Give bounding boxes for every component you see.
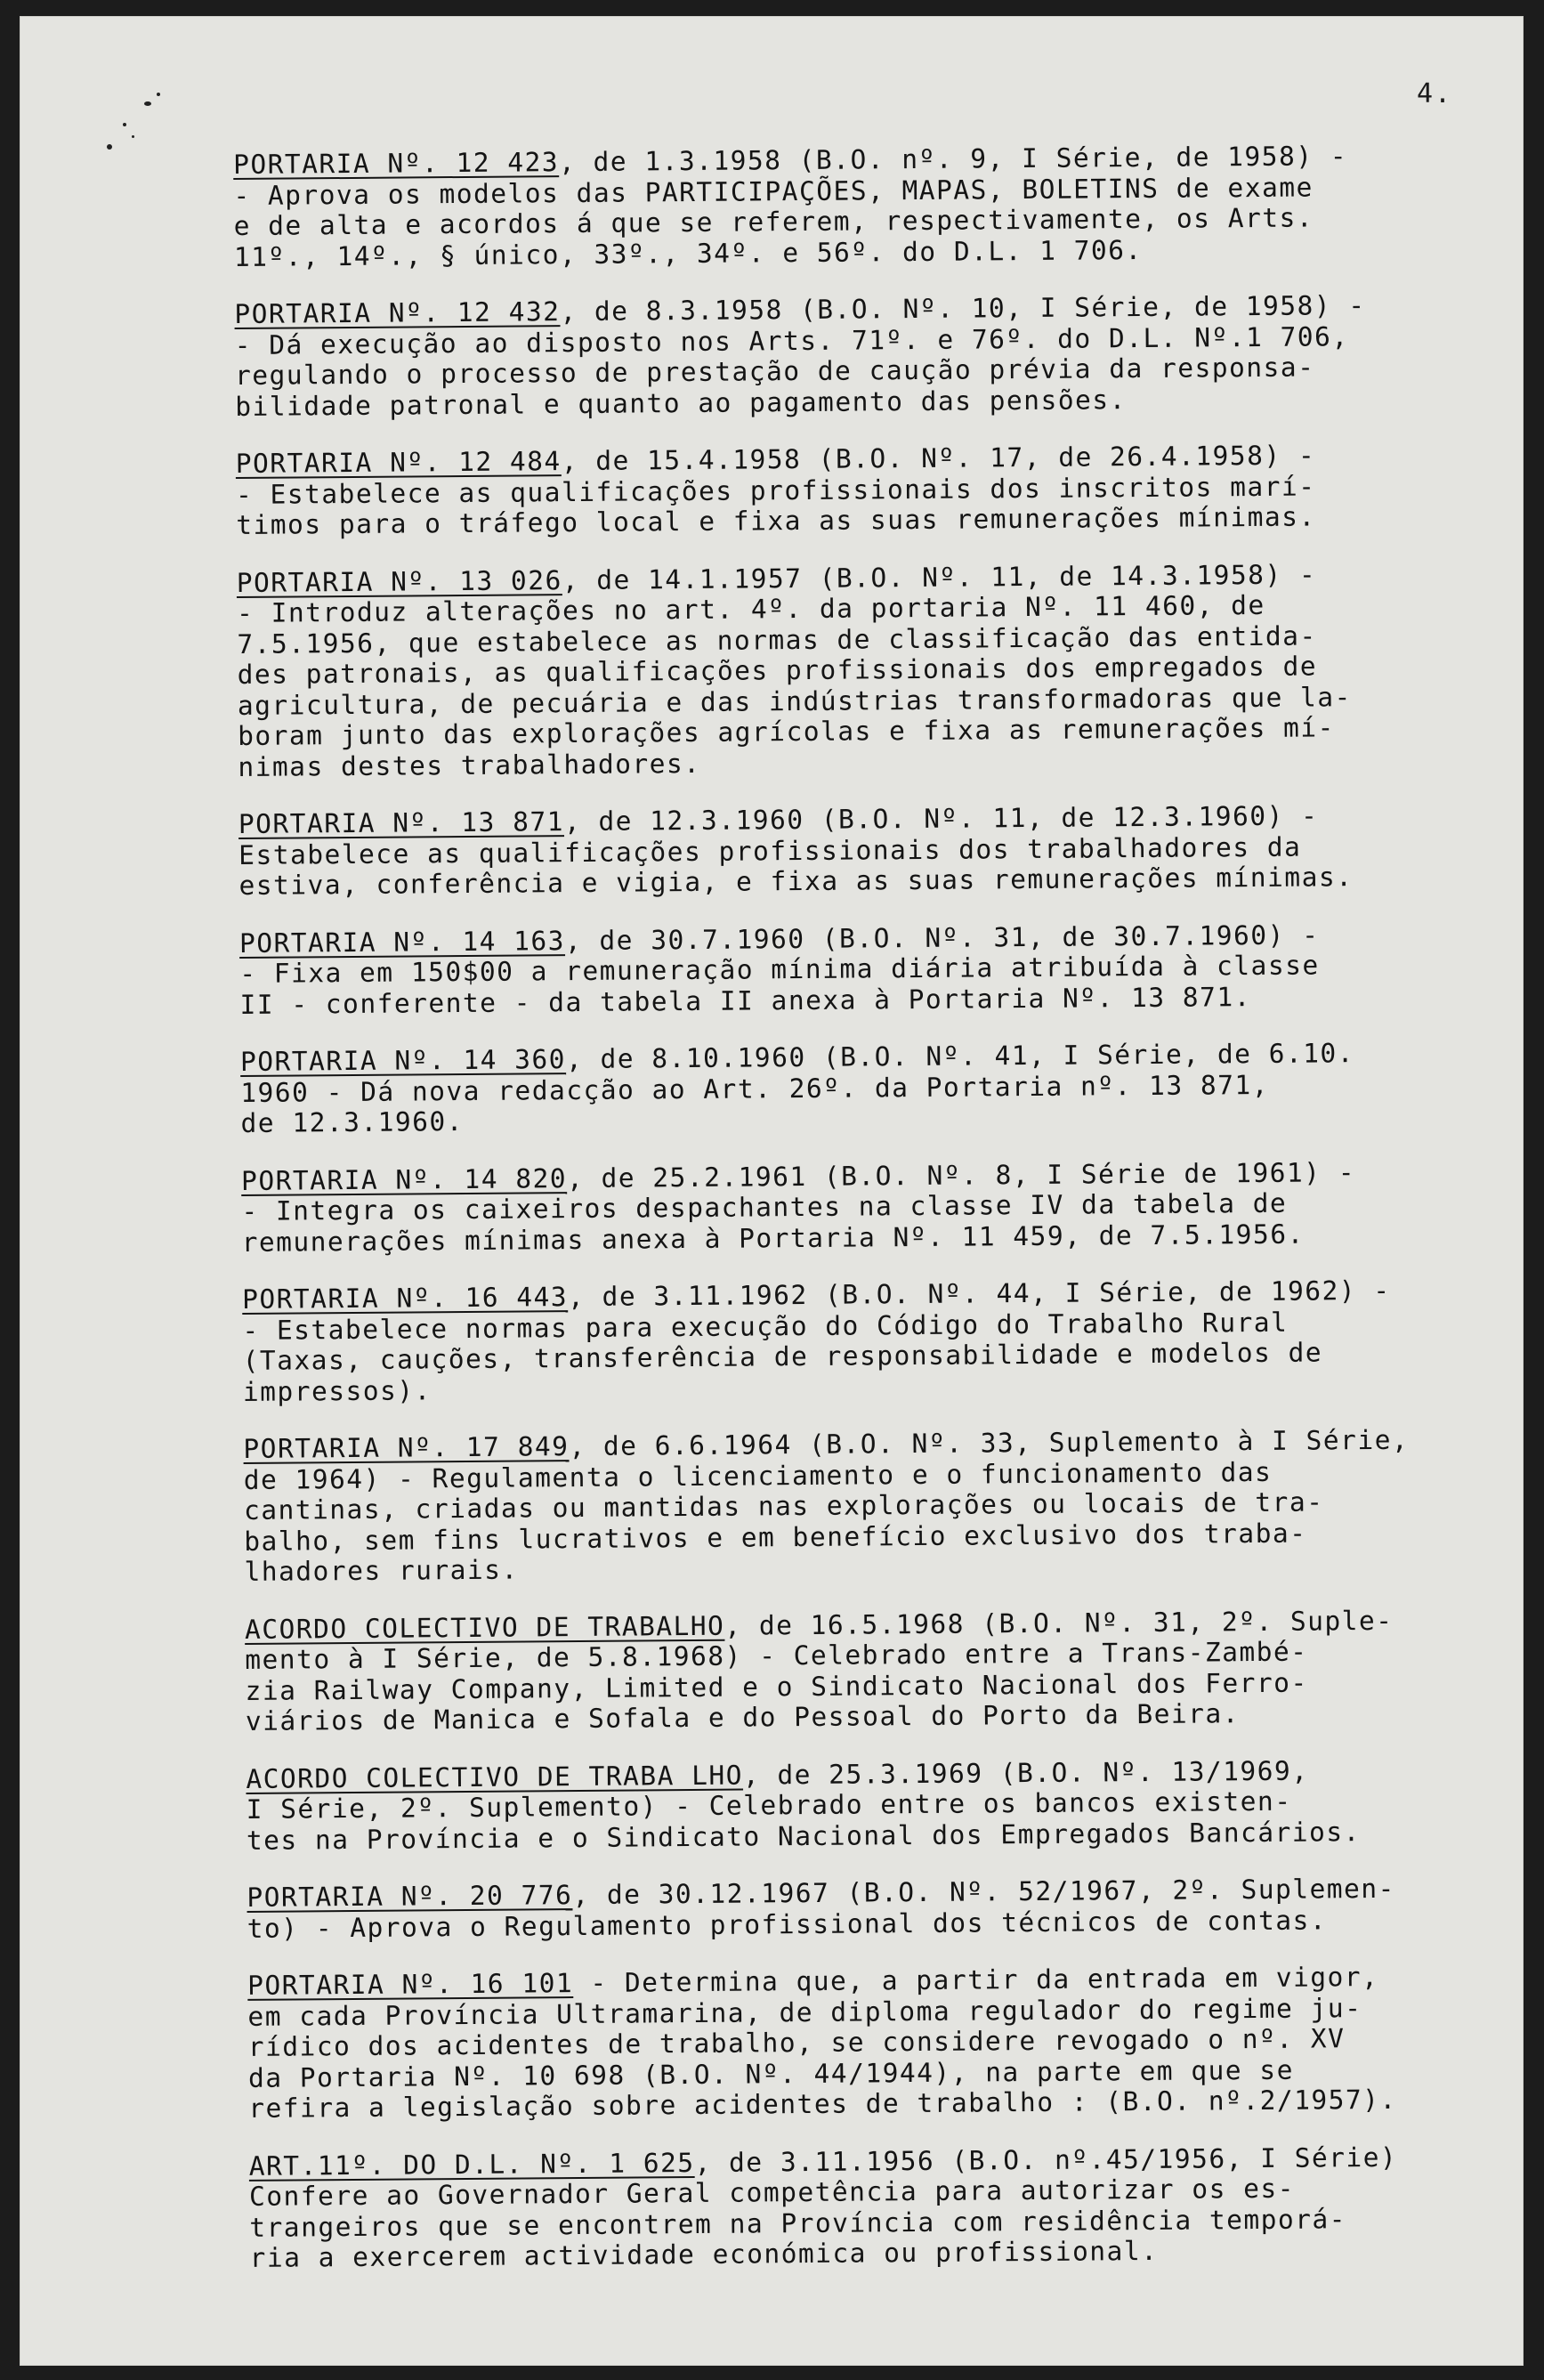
text-line: de 12.3.1960.	[240, 1106, 465, 1138]
text-line: des patronais, as qualificações profissionais dos empregados de	[237, 651, 1318, 690]
text-line: , de 15.4.1958 (B.O. Nº. 17, de 26.4.1958) -	[561, 440, 1316, 477]
text-line: nimas destes trabalhadores.	[238, 748, 701, 782]
text-line: - Estabelece normas para execução do Código do Trabalho Rural	[242, 1307, 1289, 1346]
text-line: , de 14.1.1957 (B.O. Nº. 11, de 14.3.1958) -	[562, 558, 1317, 595]
reference-title: PORTARIA Nº. 12 432	[234, 296, 561, 329]
text-line: to) - Aprova o Regulamento profissional dos técnicos de contas.	[247, 1904, 1328, 1944]
list-item	[239, 918, 1504, 1020]
reference-title: ACORDO COLECTIVO DE TRABA LHO	[246, 1760, 744, 1794]
text-line: bilidade patronal e quanto ao pagamento das pensões.	[235, 384, 1127, 422]
text-line: Estabelece as qualificações profissionais dos trabalhadores da	[238, 831, 1302, 870]
text-line: , de 25.3.1969 (B.O. Nº. 13/1969,	[742, 1755, 1309, 1791]
text-line: 7.5.1956, que estabelece as normas de classificação das entida-	[237, 619, 1317, 660]
list-item	[243, 1424, 1508, 1588]
text-line: balho, sem fins lucrativos e em benefício exclusivo dos traba-	[244, 1518, 1307, 1557]
text-line: - Dá execução ao disposto nos Arts. 71º. e 76º. do D.L. Nº.1 706,	[234, 320, 1349, 360]
text-line: boram junto das explorações agrícolas e fixa as remunerações mí-	[238, 712, 1335, 751]
list-item	[247, 1873, 1510, 1944]
list-item	[246, 1753, 1510, 1856]
text-line: zia Railway Company, Limited e o Sindicato Nacional dos Ferro-	[245, 1667, 1308, 1706]
text-line: , de 30.12.1967 (B.O. Nº. 52/1967, 2º. Suplemen-	[572, 1873, 1395, 1911]
list-item	[240, 1037, 1505, 1139]
list-item	[242, 1275, 1507, 1407]
list-item	[236, 439, 1500, 541]
list-item	[241, 1155, 1506, 1258]
text-line: agricultura, de pecuária e das indústrias transformadoras que la-	[237, 681, 1352, 721]
text-line: trangeiros que se encontrem na Província com residência temporá-	[249, 2203, 1347, 2243]
reference-title: ART.11º. DO D.L. Nº. 1 625	[248, 2147, 695, 2182]
list-item	[233, 140, 1498, 272]
text-line: , de 30.7.1960 (B.O. Nº. 31, de 30.7.1960) -	[564, 919, 1320, 956]
text-line: impressos).	[242, 1374, 432, 1407]
reference-title: PORTARIA Nº. 14 820	[240, 1162, 568, 1196]
text-line: - Estabelece as qualificações profissionais dos inscritos marí-	[235, 470, 1316, 510]
text-line: - Fixa em 150$00 a remuneração mínima diária atribuída à classe	[239, 950, 1320, 989]
list-item	[249, 2141, 1514, 2273]
text-line: , de 25.2.1961 (B.O. Nº. 8, I Série de 1961) -	[566, 1156, 1356, 1194]
text-line: e de alta e acordos á que se referem, respectivamente, os Arts.	[233, 202, 1314, 241]
text-line: (Taxas, cauções, transferência de responsabilidade e modelos de	[242, 1337, 1323, 1376]
text-line: de 1964) - Regulamenta o licenciamento e o funcionamento das	[243, 1456, 1273, 1495]
text-line: estiva, conferência e vigia, e fixa as suas remunerações mínimas.	[238, 862, 1354, 901]
reference-title: PORTARIA Nº. 16 443	[242, 1282, 569, 1315]
text-line: - Aprova os modelos das PARTICIPAÇÕES, MAPAS, BOLETINS de exame	[233, 171, 1314, 211]
text-line: , de 3.11.1962 (B.O. Nº. 44, I Série, de 1962) -	[567, 1275, 1391, 1313]
list-item	[245, 1604, 1509, 1736]
text-line: refira a legislação sobre acidentes de trabalho : (B.O. nº.2/1957).	[248, 2084, 1397, 2124]
text-line: lhadores rurais.	[244, 1554, 519, 1587]
text-line: viários de Manica e Sofala e do Pessoal do Porto da Beira.	[245, 1698, 1241, 1736]
text-line: , de 1.3.1958 (B.O. nº. 9, I Série, de 1958) -	[558, 141, 1348, 178]
text-line: , de 6.6.1964 (B.O. Nº. 33, Suplemento à I Série,	[569, 1424, 1410, 1462]
text-line: remunerações mínimas anexa à Portaria Nº. 11 459, de 7.5.1956.	[241, 1218, 1305, 1258]
legislation-list	[233, 140, 1514, 2301]
text-line: - Integra os caixeiros despachantes na classe IV da tabela de	[241, 1187, 1288, 1226]
text-line: , de 3.11.1956 (B.O. nº.45/1956, I Série)	[694, 2141, 1398, 2178]
text-line: , de 12.3.1960 (B.O. Nº. 11, de 12.3.1960) -	[563, 800, 1319, 838]
text-line: mento à I Série, de 5.8.1968) - Celebrado entre a Trans-Zambé-	[245, 1636, 1308, 1675]
text-line: , de 8.10.1960 (B.O. Nº. 41, I Série, de 6.10.	[565, 1038, 1355, 1075]
reference-title: PORTARIA Nº. 16 101	[247, 1968, 574, 2001]
list-item	[237, 557, 1502, 782]
reference-title: PORTARIA Nº. 13 871	[238, 806, 565, 839]
reference-title: PORTARIA Nº. 14 360	[239, 1044, 567, 1077]
text-line: rídico dos acidentes de trabalho, se considere revogado o nº. XV	[247, 2023, 1346, 2062]
text-line: 1960 - Dá nova redacção ao Art. 26º. da Portaria nº. 13 871,	[240, 1069, 1270, 1108]
text-line: 11º., 14º., § único, 33º., 34º. e 56º. do D.L. 1 706.	[233, 234, 1143, 272]
text-line: da Portaria Nº. 10 698 (B.O. Nº. 44/1944), na parte em que se	[247, 2054, 1295, 2093]
text-line: Confere ao Governador Geral competência para autorizar os es-	[248, 2173, 1296, 2212]
list-item	[238, 799, 1503, 902]
text-line: I Série, 2º. Suplemento) - Celebrado entre os bancos existen-	[246, 1785, 1292, 1825]
text-line: em cada Província Ultramarina, de diploma regulador do regime ju-	[247, 1992, 1362, 2032]
text-line: II - conferente - da tabela II anexa à Portaria Nº. 13 871.	[239, 981, 1252, 1020]
page-number: 4.	[1417, 78, 1453, 109]
list-item	[234, 289, 1499, 422]
reference-title: PORTARIA Nº. 12 423	[233, 147, 560, 180]
text-line: regulando o processo de prestação de caução prévia da responsa-	[234, 352, 1315, 391]
list-item	[247, 1961, 1512, 2125]
reference-title: PORTARIA Nº. 12 484	[235, 446, 562, 479]
document-page	[20, 16, 1524, 2366]
text-line: , de 16.5.1968 (B.O. Nº. 31, 2º. Suple-	[724, 1605, 1394, 1641]
text-line: - Introduz alterações no art. 4º. da portaria Nº. 11 460, de	[236, 589, 1265, 628]
text-line: , de 8.3.1958 (B.O. Nº. 10, I Série, de 1958) -	[560, 290, 1366, 328]
reference-title: ACORDO COLECTIVO DE TRABALHO	[244, 1610, 725, 1645]
reference-title: PORTARIA Nº. 14 163	[238, 925, 566, 959]
text-line: - Determina que, a partir da entrada em vigor,	[573, 1961, 1379, 1999]
text-line: ria a exercerem actividade económica ou profissional.	[249, 2235, 1159, 2273]
text-line: cantinas, criadas ou mantidas nas explorações ou locais de tra-	[243, 1486, 1324, 1526]
text-line: tes na Província e o Sindicato Nacional dos Empregados Bancários.	[246, 1816, 1361, 1856]
text-line: timos para o tráfego local e fixa as suas remunerações mínimas.	[236, 501, 1316, 540]
reference-title: PORTARIA Nº. 20 776	[247, 1880, 573, 1913]
reference-title: PORTARIA Nº. 13 026	[236, 564, 562, 598]
reference-title: PORTARIA Nº. 17 849	[243, 1431, 570, 1464]
